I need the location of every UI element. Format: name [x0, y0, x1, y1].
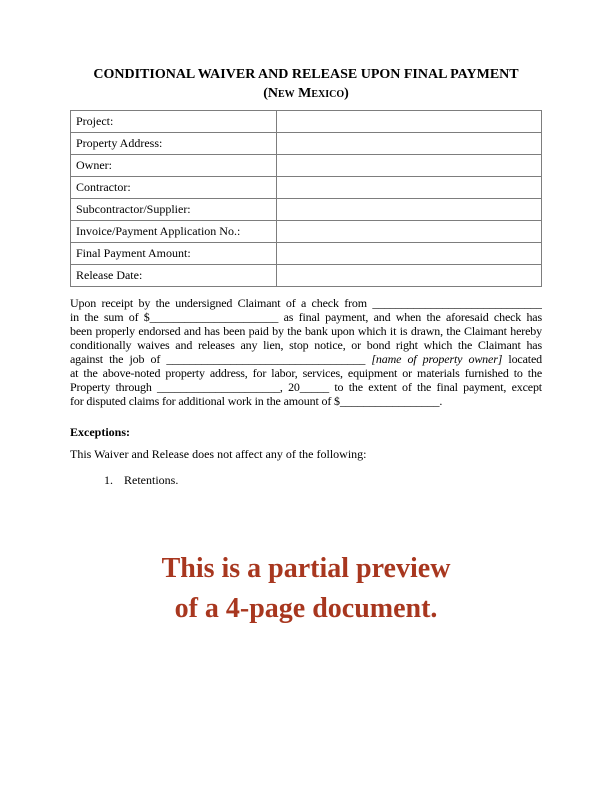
table-row-project — [71, 111, 542, 133]
exceptions-list-item-1 — [70, 473, 542, 487]
field-label-property-address: Property Address: — [71, 133, 277, 155]
body-line-6: at the above-noted property address, for labor, services, equipment or materials furnished to the — [70, 366, 542, 380]
info-table — [70, 110, 542, 287]
table-row-owner — [71, 155, 542, 177]
body-line-1: Upon receipt by the undersigned Claimant of a check from _____________________________ — [70, 296, 542, 310]
table-row-subcontractor — [71, 199, 542, 221]
body-line-4: conditionally waives and releases any lien, stop notice, or bond right which the Claimant has — [70, 338, 542, 352]
preview-notice — [70, 549, 542, 629]
field-label-owner: Owner: — [71, 155, 277, 177]
field-value-final-payment-amount — [276, 243, 541, 265]
field-label-final-payment-amount: Final Payment Amount: — [71, 243, 277, 265]
table-row-contractor — [71, 177, 542, 199]
field-value-invoice-no — [276, 221, 541, 243]
field-value-property-address — [276, 133, 541, 155]
exceptions-intro: This Waiver and Release does not affect any of the following: — [70, 447, 367, 461]
table-row-release-date — [71, 265, 542, 287]
body-line-5-italic: [name of property owner] — [371, 352, 503, 366]
preview-notice-line-1: This is a partial preview — [161, 553, 451, 584]
body-line-5-post: located — [502, 352, 542, 366]
list-item-number: 1. — [104, 473, 113, 487]
field-value-project — [276, 111, 541, 133]
body-line-7: Property through _____________________, 20_____ to the extent of the final payment, except — [70, 380, 542, 394]
field-value-contractor — [276, 177, 541, 199]
waiver-body-paragraph — [70, 296, 542, 408]
field-label-project: Project: — [71, 111, 277, 133]
field-value-release-date — [276, 265, 541, 287]
field-label-subcontractor: Subcontractor/Supplier: — [71, 199, 277, 221]
body-line-2: in the sum of $______________________ as final payment, and when the aforesaid check has — [70, 310, 542, 324]
preview-notice-line-2: of a 4-page document. — [174, 593, 438, 624]
document-subtitle: (New Mexico) — [263, 86, 349, 101]
table-row-invoice-no — [71, 221, 542, 243]
list-item-text: Retentions. — [124, 473, 179, 487]
field-value-subcontractor — [276, 199, 541, 221]
table-row-property-address — [71, 133, 542, 155]
exceptions-heading: Exceptions: — [70, 425, 130, 439]
table-row-final-payment-amount — [71, 243, 542, 265]
body-line-5-pre: against the job of __________________________________ — [70, 352, 372, 366]
body-line-5 — [70, 352, 542, 366]
body-line-8: for disputed claims for additional work in the amount of $_________________. — [70, 394, 443, 408]
document-title: CONDITIONAL WAIVER AND RELEASE UPON FINAL PAYMENT — [93, 67, 519, 82]
field-value-owner — [276, 155, 541, 177]
body-line-3: been properly endorsed and has been paid by the bank upon which it is drawn, the Claimant hereby — [70, 324, 542, 338]
field-label-contractor: Contractor: — [71, 177, 277, 199]
field-label-invoice-no: Invoice/Payment Application No.: — [71, 221, 277, 243]
field-label-release-date: Release Date: — [71, 265, 277, 287]
